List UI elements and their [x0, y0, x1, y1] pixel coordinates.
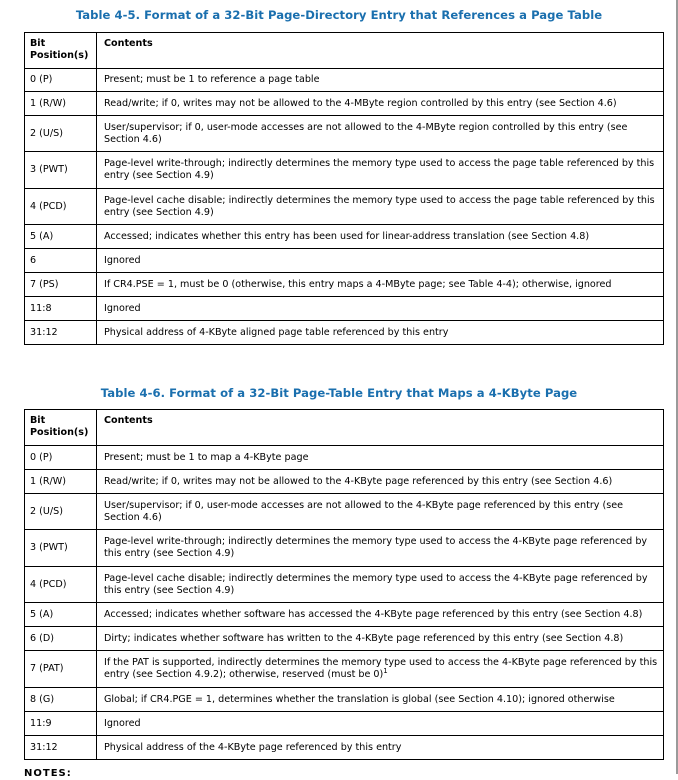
bit-position-cell: 11:9	[25, 712, 97, 736]
bit-position-cell: 0 (P)	[25, 69, 97, 92]
contents-cell: Dirty; indicates whether software has written to the 4-KByte page referenced by this entry (see Section 4.8)	[97, 627, 664, 651]
bit-position-cell: 7 (PS)	[25, 273, 97, 297]
contents-cell: Present; must be 1 to reference a page table	[97, 69, 664, 92]
contents-cell: Accessed; indicates whether software has accessed the 4-KByte page referenced by this entry (see Section 4.8)	[97, 603, 664, 627]
bit-position-cell: 31:12	[25, 321, 97, 345]
bit-position-cell: 11:8	[25, 297, 97, 321]
contents-cell: Accessed; indicates whether this entry has been used for linear-address translation (see Section 4.8)	[97, 225, 664, 249]
table-row	[25, 116, 664, 152]
bit-header-line1: Bit	[30, 38, 46, 49]
contents-cell: Ignored	[97, 249, 664, 273]
bit-position-cell: 31:12	[25, 736, 97, 760]
contents-cell: Read/write; if 0, writes may not be allowed to the 4-KByte page referenced by this entry (see Section 4.6)	[97, 470, 664, 494]
table-row	[25, 651, 664, 688]
contents-cell: Page-level cache disable; indirectly determines the memory type used to access the 4-KByte page referenced by this entry (see Section 4.9)	[97, 567, 664, 603]
table-row	[25, 470, 664, 494]
contents-cell	[97, 651, 664, 688]
table-row	[25, 627, 664, 651]
contents-cell: Global; if CR4.PGE = 1, determines whether the translation is global (see Section 4.10); ignored otherwise	[97, 688, 664, 712]
bit-position-cell: 1 (R/W)	[25, 470, 97, 494]
table-row	[25, 321, 664, 345]
table-row	[25, 712, 664, 736]
table-row	[25, 736, 664, 760]
bit-position-cell: 6	[25, 249, 97, 273]
contents-cell: Read/write; if 0, writes may not be allowed to the 4-MByte region controlled by this entry (see Section 4.6)	[97, 92, 664, 116]
bit-position-cell: 4 (PCD)	[25, 567, 97, 603]
contents-cell: Physical address of the 4-KByte page referenced by this entry	[97, 736, 664, 760]
notes-heading: NOTES:	[24, 768, 72, 779]
table-row	[25, 69, 664, 92]
bit-position-cell: 3 (PWT)	[25, 530, 97, 567]
bit-position-cell: 0 (P)	[25, 446, 97, 470]
contents-cell: Page-level write-through; indirectly determines the memory type used to access the page table referenced by this entry (see Section 4.9)	[97, 152, 664, 189]
table-4-6-title: Table 4-6. Format of a 32-Bit Page-Table Entry that Maps a 4-KByte Page	[100, 386, 578, 400]
bit-position-cell: 6 (D)	[25, 627, 97, 651]
contents-cell: User/supervisor; if 0, user-mode accesses are not allowed to the 4-KByte page referenced by this entry (see Section 4.6)	[97, 494, 664, 530]
contents-cell: Page-level cache disable; indirectly determines the memory type used to access the page table referenced by this entry (see Section 4.9)	[97, 189, 664, 225]
bit-position-cell: 2 (U/S)	[25, 116, 97, 152]
table-4-6	[24, 409, 664, 760]
table-row	[25, 273, 664, 297]
bit-position-cell: 1 (R/W)	[25, 92, 97, 116]
table-4-5-title: Table 4-5. Format of a 32-Bit Page-Directory Entry that References a Page Table	[75, 8, 603, 22]
contents-cell: Page-level write-through; indirectly determines the memory type used to access the 4-KByte page referenced by this entry (see Section 4.9)	[97, 530, 664, 567]
table-row	[25, 297, 664, 321]
table-row	[25, 603, 664, 627]
contents-header: Contents	[97, 33, 664, 69]
table-row	[25, 567, 664, 603]
table-row	[25, 189, 664, 225]
contents-header: Contents	[97, 410, 664, 446]
table-row	[25, 225, 664, 249]
bit-position-cell: 5 (A)	[25, 603, 97, 627]
contents-cell: User/supervisor; if 0, user-mode accesses are not allowed to the 4-MByte region controlled by this entry (see Section 4.6)	[97, 116, 664, 152]
table-header-row	[25, 410, 664, 446]
table-row	[25, 152, 664, 189]
table-row	[25, 446, 664, 470]
table-row	[25, 688, 664, 712]
bit-header-line1: Bit	[30, 415, 46, 426]
bit-position-cell: 7 (PAT)	[25, 651, 97, 688]
contents-text: If the PAT is supported, indirectly determines the memory type used to access the 4-KByte page referenced by this entry (see Section 4.9.2); otherwise, reserved (must be 0)	[104, 657, 658, 680]
contents-cell: Ignored	[97, 712, 664, 736]
contents-cell: Ignored	[97, 297, 664, 321]
contents-cell: Present; must be 1 to map a 4-KByte page	[97, 446, 664, 470]
table-row	[25, 249, 664, 273]
bit-header-line2: Position(s)	[30, 427, 89, 438]
bit-position-cell: 3 (PWT)	[25, 152, 97, 189]
bit-position-cell: 4 (PCD)	[25, 189, 97, 225]
footnote-marker: 1	[383, 667, 388, 675]
bit-position-cell: 5 (A)	[25, 225, 97, 249]
bit-header-line2: Position(s)	[30, 50, 89, 61]
contents-cell: Physical address of 4-KByte aligned page table referenced by this entry	[97, 321, 664, 345]
bit-position-header	[25, 410, 97, 446]
bit-position-cell: 8 (G)	[25, 688, 97, 712]
table-header-row	[25, 33, 664, 69]
bit-position-header	[25, 33, 97, 69]
table-row	[25, 92, 664, 116]
contents-cell: If CR4.PSE = 1, must be 0 (otherwise, this entry maps a 4-MByte page; see Table 4-4); otherwise, ignored	[97, 273, 664, 297]
table-row	[25, 494, 664, 530]
table-4-5	[24, 32, 664, 345]
table-row	[25, 530, 664, 567]
bit-position-cell: 2 (U/S)	[25, 494, 97, 530]
